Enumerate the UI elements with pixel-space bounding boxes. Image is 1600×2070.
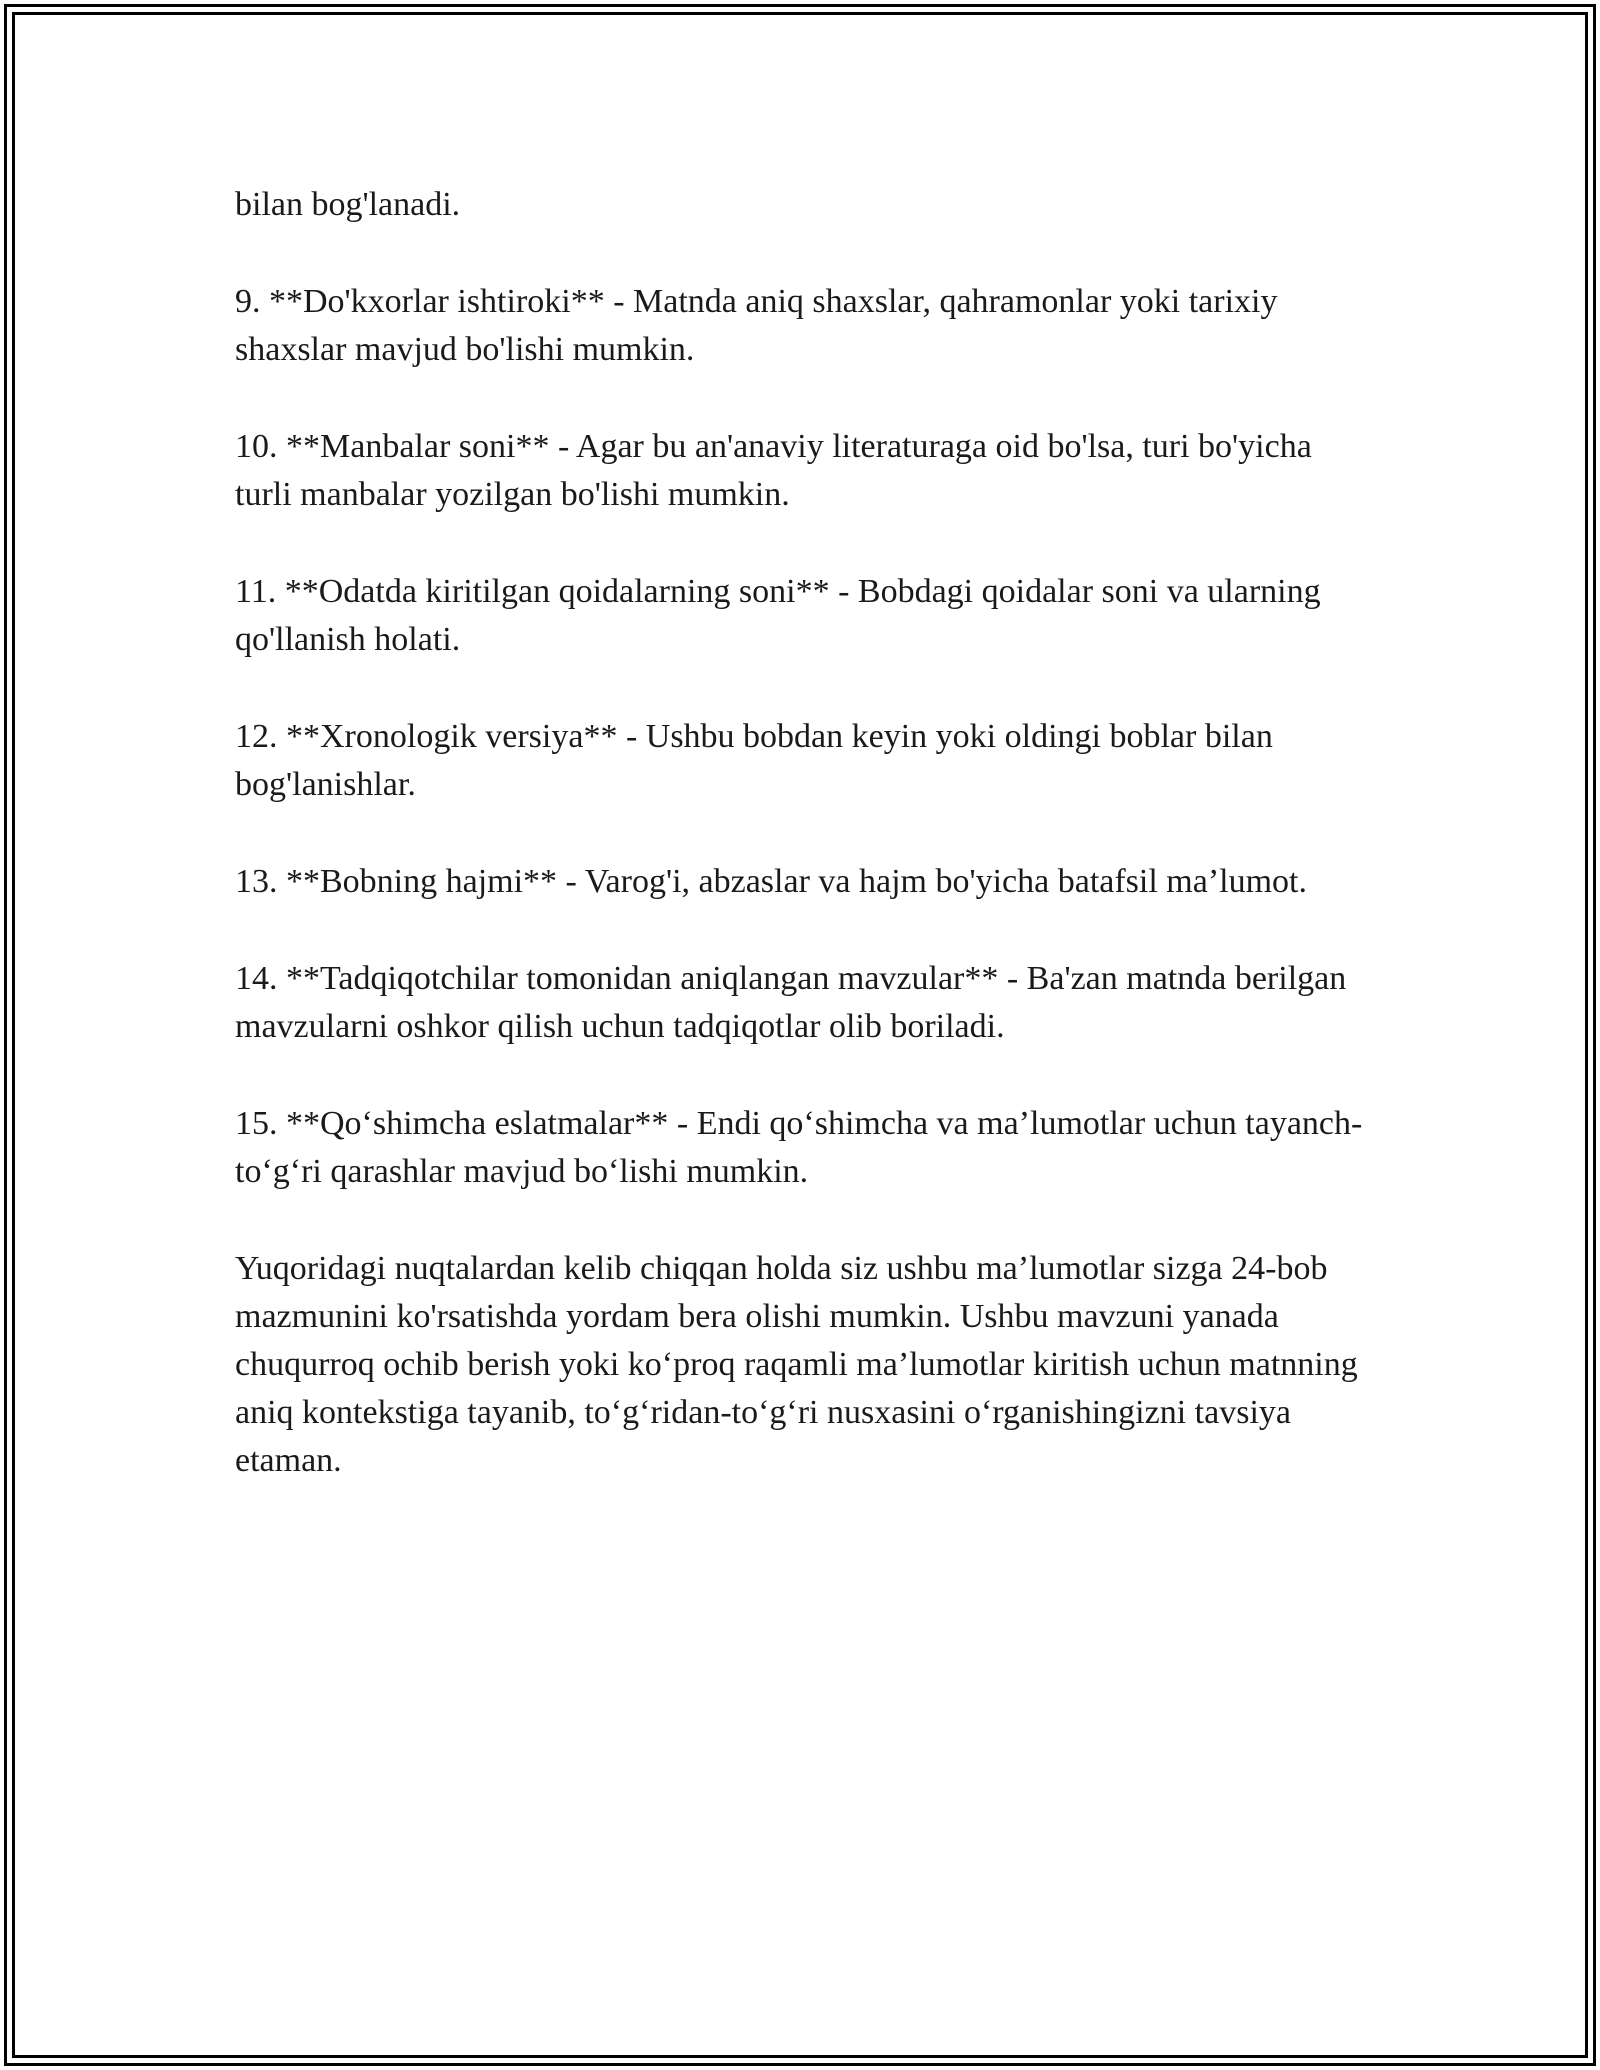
list-item-9: 9. **Do'kxorlar ishtiroki** - Matnda aniq shaxslar, qahramonlar yoki tarixiy shaxslar mavjud bo'lishi mumkin. bbox=[235, 283, 1278, 368]
list-item-12: 12. **Xronologik versiya** - Ushbu bobdan keyin yoki oldingi boblar bilan bog'lanishlar. bbox=[235, 718, 1273, 803]
list-item-10: 10. **Manbalar soni** - Agar bu an'anaviy literaturaga oid bo'lsa, turi bo'yicha turli manbalar yozilgan bo'lishi mumkin. bbox=[235, 428, 1312, 513]
list-item-13: 13. **Bobning hajmi** - Varog'i, abzaslar va hajm bo'yicha batafsil ma’lumot. bbox=[235, 863, 1307, 900]
document-body bbox=[235, 181, 1375, 1534]
list-item-14: 14. **Tadqiqotchilar tomonidan aniqlangan mavzular** - Ba'zan matnda berilgan mavzularni oshkor qilish uchun tadqiqotlar olib boriladi. bbox=[235, 960, 1347, 1045]
list-item-15: 15. **Qo‘shimcha eslatmalar** - Endi qo‘shimcha va ma’lumotlar uchun tayanch-to‘g‘ri qarashlar mavjud bo‘lishi mumkin. bbox=[235, 1105, 1363, 1190]
paragraph-continuation: bilan bog'lanadi. bbox=[235, 186, 461, 223]
closing-paragraph: Yuqoridagi nuqtalardan kelib chiqqan holda siz ushbu ma’lumotlar sizga 24-bob mazmunini ko'rsatishda yordam bera olishi mumkin. Ushbu mavzuni yanada chuqurroq ochib berish yoki ko‘proq raqamli ma’lumotlar kiritish uchun matnning aniq kontekstiga tayanib, to‘g‘ridan-to‘g‘ri nusxasini o‘rganishingizni tavsiya etaman. bbox=[235, 1250, 1358, 1479]
list-item-11: 11. **Odatda kiritilgan qoidalarning soni** - Bobdagi qoidalar soni va ularning qo'llanish holati. bbox=[235, 573, 1321, 658]
